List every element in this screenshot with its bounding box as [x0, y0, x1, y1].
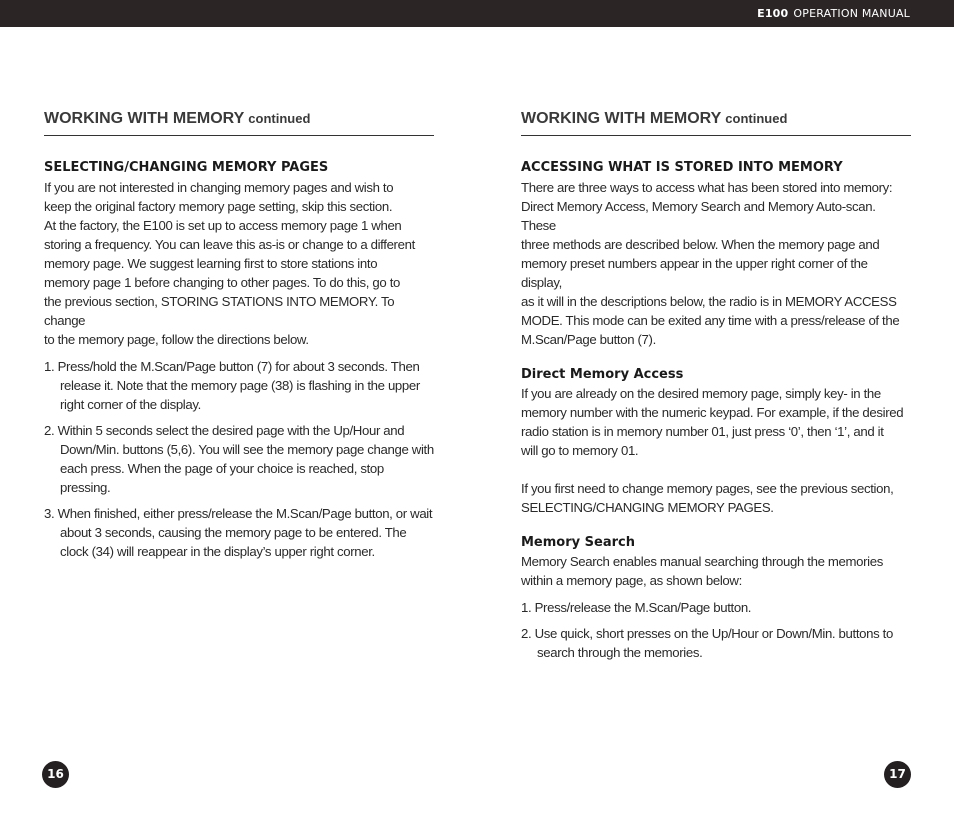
subheading: SELECTING/CHANGING MEMORY PAGES	[44, 160, 329, 175]
text-line: SELECTING/CHANGING MEMORY PAGES.	[521, 500, 774, 515]
text-line: three methods are described below. When the memory page and	[521, 237, 880, 252]
manual-title: OPERATION MANUAL	[793, 7, 910, 20]
left-page	[44, 110, 434, 568]
direct-access-paragraph	[521, 384, 911, 460]
page-number-left: 16	[42, 761, 69, 788]
right-page	[521, 110, 911, 669]
text-line: If you are not interested in changing memory pages and wish to	[44, 180, 394, 195]
text-line: keep the original factory memory page setting, skip this section.	[44, 199, 393, 214]
text-line: within a memory page, as shown below:	[521, 573, 742, 588]
subheading: ACCESSING WHAT IS STORED INTO MEMORY	[521, 160, 843, 175]
section-title	[521, 110, 911, 136]
list-item: 1. Press/hold the M.Scan/Page button (7) for about 3 seconds. Then release it. Note that the memory page (38) is flashing in the upper right corner of the display.	[44, 359, 420, 412]
section-continued: continued	[725, 111, 788, 126]
intro-paragraph	[44, 178, 434, 349]
text-line: as it will in the descriptions below, the radio is in MEMORY ACCESS	[521, 294, 897, 309]
steps-list	[521, 598, 911, 662]
direct-access-heading: Direct Memory Access	[521, 367, 684, 382]
text-line: Direct Memory Access, Memory Search and Memory Auto-scan. These	[521, 199, 876, 233]
running-header	[757, 7, 910, 20]
text-line: to the memory page, follow the directions below.	[44, 332, 309, 347]
section-title	[44, 110, 434, 136]
page-number-right: 17	[884, 761, 911, 788]
text-line: memory page. We suggest learning first to store stations into	[44, 256, 378, 271]
list-item: 2. Within 5 seconds select the desired page with the Up/Hour and Down/Min. buttons (5,6). You will see the memory page change with each press. When the page of your choice is reached, stop pressing.	[44, 423, 434, 495]
text-line: memory page 1 before changing to other pages. To do this, go to	[44, 275, 400, 290]
list-item: 3. When finished, either press/release the M.Scan/Page button, or wait about 3 seconds, causing the memory page to be entered. The clock (34) will reappear in the display’s upper right corner.	[44, 506, 433, 559]
header-bar	[0, 0, 954, 27]
text-line: If you are already on the desired memory page, simply key- in the	[521, 386, 881, 401]
text-line: radio station is in memory number 01, just press ‘0’, then ‘1’, and it	[521, 424, 884, 439]
text-line: will go to memory 01.	[521, 443, 639, 458]
section-continued: continued	[248, 111, 311, 126]
text-line: MODE. This mode can be exited any time with a press/release of the	[521, 313, 900, 328]
section-title-text: WORKING WITH MEMORY	[44, 110, 245, 127]
model-name: E100	[757, 7, 789, 20]
text-line: the previous section, STORING STATIONS INTO MEMORY. To change	[44, 294, 395, 328]
text-line: At the factory, the E100 is set up to access memory page 1 when	[44, 218, 402, 233]
text-line: If you first need to change memory pages, see the previous section,	[521, 481, 894, 496]
steps-list	[44, 357, 434, 561]
intro-paragraph	[521, 178, 911, 349]
memory-search-heading: Memory Search	[521, 535, 635, 550]
direct-access-note	[521, 479, 911, 517]
list-item: 2. Use quick, short presses on the Up/Hour or Down/Min. buttons to search through the memories.	[521, 626, 893, 660]
memory-search-paragraph	[521, 552, 911, 590]
text-line: memory number with the numeric keypad. For example, if the desired	[521, 405, 904, 420]
list-item: 1. Press/release the M.Scan/Page button.	[521, 600, 752, 615]
section-title-text: WORKING WITH MEMORY	[521, 110, 722, 127]
text-line: memory preset numbers appear in the upper right corner of the display,	[521, 256, 868, 290]
text-line: storing a frequency. You can leave this as-is or change to a different	[44, 237, 415, 252]
text-line: Memory Search enables manual searching through the memories	[521, 554, 883, 569]
spacer	[521, 460, 911, 479]
text-line: M.Scan/Page button (7).	[521, 332, 656, 347]
text-line: There are three ways to access what has been stored into memory:	[521, 180, 893, 195]
